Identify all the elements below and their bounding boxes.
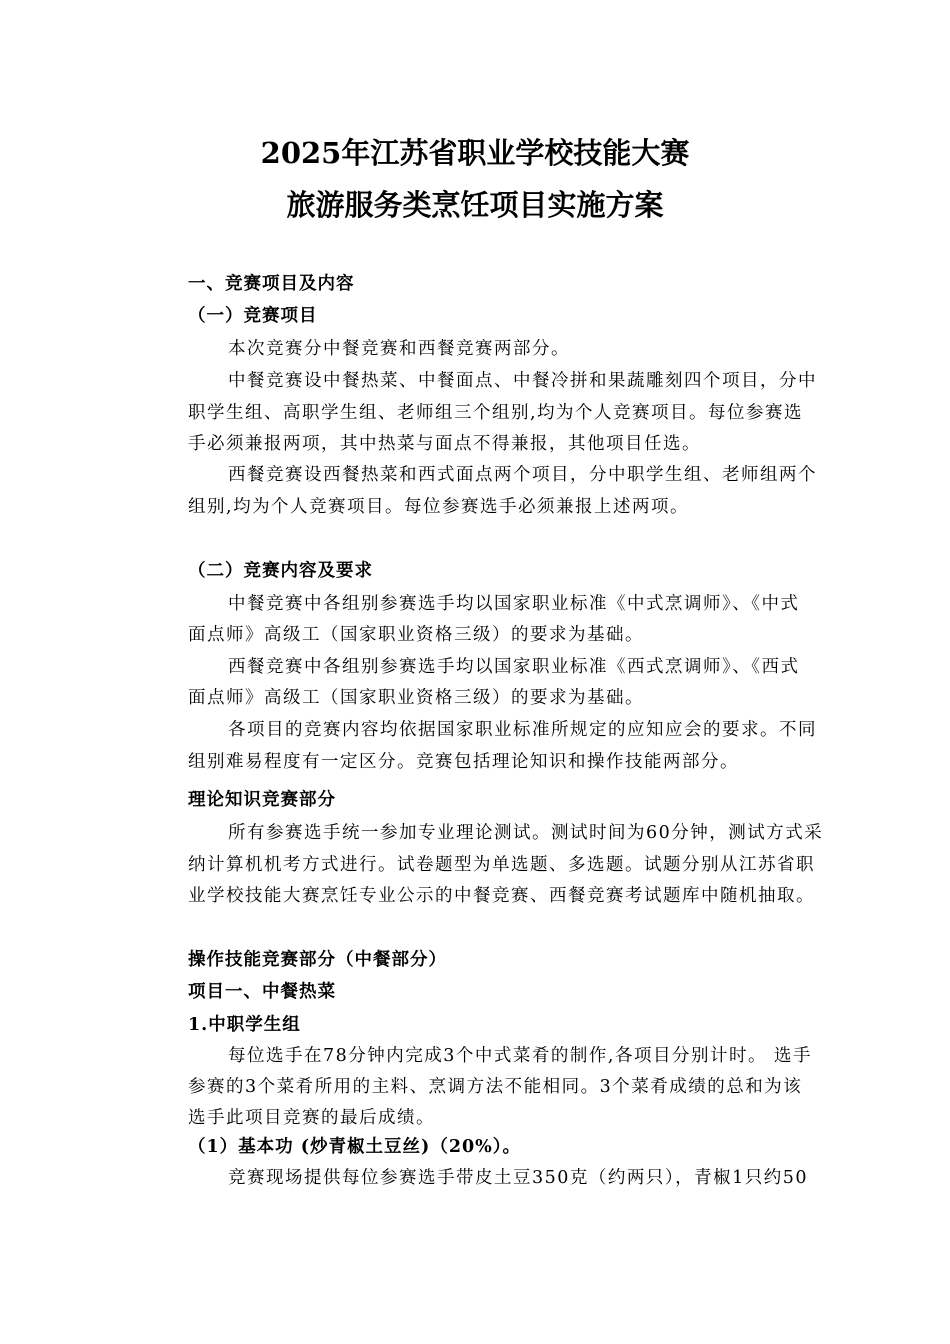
subsection-heading: （二）竞赛内容及要求 [188,561,373,581]
subsection-heading: 1.中职学生组 [188,1015,301,1035]
paragraph-line: 纳计算机机考方式进行。试卷题型为单选题、多选题。试题分别从江苏省职 [188,855,815,875]
paragraph-line: 手必须兼报两项，其中热菜与面点不得兼报，其他项目任选。 [188,434,701,454]
paragraph-line: 西餐竞赛设西餐热菜和西式面点两个项目，分中职学生组、老师组两个 [228,465,817,485]
paragraph-line: 面点师》高级工（国家职业资格三级）的要求为基础。 [188,688,644,708]
paragraph-line: 组别,均为个人竞赛项目。每位参赛选手必须兼报上述两项。 [188,497,690,517]
subsection-heading: 项目一、中餐热菜 [188,982,336,1002]
paragraph-line: 所有参赛选手统一参加专业理论测试。测试时间为60分钟，测试方式采 [228,823,824,843]
paragraph-line: 组别难易程度有一定区分。竞赛包括理论知识和操作技能两部分。 [188,752,739,772]
document-title-line-2: 旅游服务类烹饪项目实施方案 [286,188,664,222]
paragraph-line: 职学生组、高职学生组、老师组三个组别,均为个人竞赛项目。每位参赛选 [188,403,804,423]
paragraph-line: 选手此项目竞赛的最后成绩。 [188,1108,435,1128]
document-title-line-1: 2025年江苏省职业学校技能大赛 [260,136,690,170]
paragraph-line: 面点师》高级工（国家职业资格三级）的要求为基础。 [188,625,644,645]
subsection-heading: （一）竞赛项目 [188,306,318,326]
section-heading: 一、竞赛项目及内容 [188,274,355,294]
paragraph-line: 中餐竞赛设中餐热菜、中餐面点、中餐冷拼和果蔬雕刻四个项目，分中 [228,371,817,391]
paragraph-line: 参赛的3个菜肴所用的主料、烹调方法不能相同。3个菜肴成绩的总和为该 [188,1077,803,1097]
section-heading: 理论知识竞赛部分 [188,790,336,810]
paragraph-line: 各项目的竞赛内容均依据国家职业标准所规定的应知应会的要求。不同 [228,720,817,740]
paragraph-line: 每位选手在78分钟内完成3个中式菜肴的制作,各项目分别计时。 选手 [228,1046,813,1066]
paragraph-line: 业学校技能大赛烹饪专业公示的中餐竞赛、西餐竞赛考试题库中随机抽取。 [188,886,815,906]
paragraph-line: 竞赛现场提供每位参赛选手带皮土豆350克（约两只），青椒1只约50 [228,1168,809,1188]
paragraph-line: 西餐竞赛中各组别参赛选手均以国家职业标准《西式烹调师》、《西式 [228,657,800,677]
paragraph-line: 本次竞赛分中餐竞赛和西餐竞赛两部分。 [228,339,570,359]
subsection-heading: （1）基本功 (炒青椒土豆丝)（20%）。 [188,1137,522,1157]
section-heading: 操作技能竞赛部分（中餐部分） [188,950,447,970]
paragraph-line: 中餐竞赛中各组别参赛选手均以国家职业标准《中式烹调师》、《中式 [228,594,800,614]
